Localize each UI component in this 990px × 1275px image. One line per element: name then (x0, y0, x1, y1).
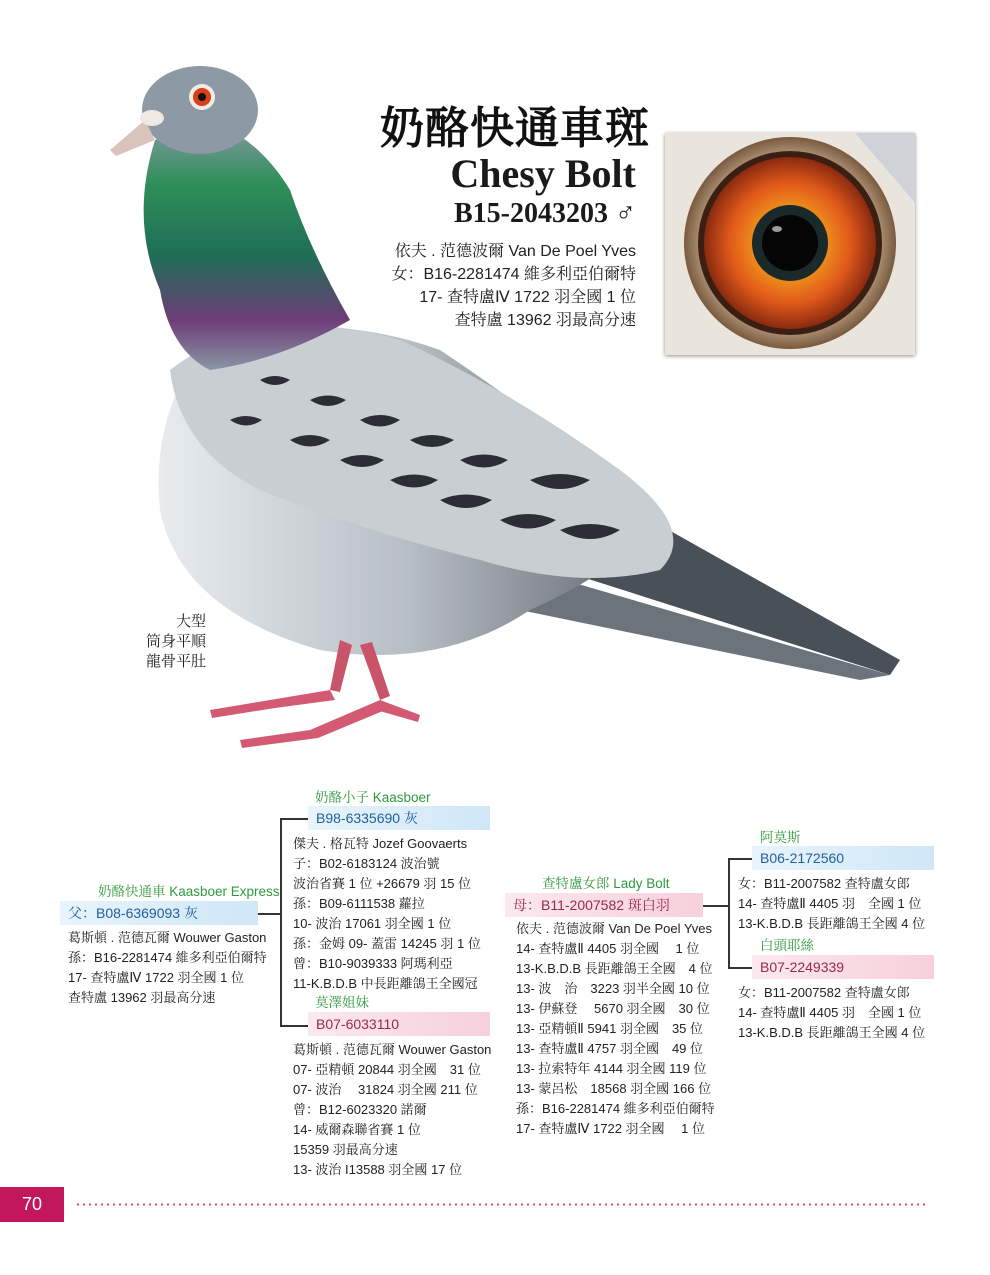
pedigree-connector (728, 858, 753, 860)
detail-line: 07- 波治 31824 羽全國 211 位 (293, 1082, 478, 1097)
detail-line: 葛斯頓 . 范德瓦爾 Wouwer Gaston (68, 930, 267, 945)
detail-line: 13- 伊蘇登 5670 羽全國 30 位 (516, 1001, 710, 1016)
detail-line: 孫：B16-2281474 維多利亞伯爾特 (68, 950, 267, 965)
detail-line: 13- 查特盧Ⅱ 4757 羽全國 49 位 (516, 1041, 704, 1056)
sire-name: 奶酪小子 Kaasboer (315, 790, 431, 805)
dam-sire-name: 阿莫斯 (760, 830, 801, 845)
detail-line: 傑夫 . 格瓦特 Jozef Goovaerts (293, 836, 468, 851)
dam-details (516, 919, 715, 1139)
dotted-rule (75, 1203, 925, 1206)
detail-line: 孫：金姆 09- 蓋雷 14245 羽 1 位 (293, 936, 481, 951)
dam-dam-details (738, 983, 925, 1043)
detail-line: 14- 查特盧Ⅱ 4405 羽 全國 1 位 (738, 1005, 922, 1020)
page-title-chinese: 奶酪快通車斑 (380, 104, 650, 153)
pedigree-connector (728, 858, 730, 968)
info-line: 依夫 . 范德波爾 Van De Poel Yves (394, 243, 636, 260)
detail-line: 17- 查特盧Ⅳ 1722 羽全國 1 位 (516, 1121, 705, 1136)
page-number: 70 (0, 1187, 64, 1222)
detail-line: 女：B11-2007582 查特盧女郎 (738, 985, 910, 1000)
detail-line: 15359 羽最高分速 (293, 1142, 398, 1157)
dam-sire-ring: B06-2172560 (752, 846, 934, 870)
detail-line: 13- 蒙呂松 18568 羽全國 166 位 (516, 1081, 712, 1096)
dam-ring: 母：B11-2007582 斑白羽 (505, 893, 703, 917)
pedigree-connector (280, 1025, 310, 1027)
detail-line: 17- 查特盧Ⅳ 1722 羽全國 1 位 (68, 970, 244, 985)
trait: 龍骨平肚 (145, 653, 206, 670)
page-title-english: Chesy Bolt (450, 151, 636, 196)
info-line: 查特盧 13962 羽最高分速 (454, 312, 636, 329)
detail-line: 13-K.B.D.B 長距離鴿王全國 4 位 (738, 916, 926, 931)
sire-details (293, 834, 481, 994)
pedigree-connector (280, 818, 310, 820)
detail-line: 曾：B12-6023320 諾爾 (293, 1102, 427, 1117)
dam-name: 查特盧女郎 Lady Bolt (542, 876, 670, 891)
detail-line: 10- 波治 17061 羽全國 1 位 (293, 916, 452, 931)
self-details (68, 928, 267, 1008)
detail-line: 07- 亞精頓 20844 羽全國 31 位 (293, 1062, 481, 1077)
trait: 大型 (175, 613, 206, 630)
pedigree-connector (728, 967, 753, 969)
self-ring: 父：B08-6369093 灰 (60, 901, 258, 925)
pedigree-connector (703, 905, 728, 907)
dam-dam-ring: B07-2249339 (752, 955, 934, 979)
detail-line: 女：B11-2007582 查特盧女郎 (738, 876, 910, 891)
dam-dam-name: 白頭耶絲 (760, 938, 814, 953)
info-line: 女：B16-2281474 維多利亞伯爾特 (391, 266, 636, 283)
trait: 筒身平順 (145, 633, 206, 650)
sire-dam-details (293, 1040, 491, 1180)
pedigree-connector (258, 913, 280, 915)
detail-line: 曾：B10-9039333 阿瑪利亞 (293, 956, 453, 971)
info-line: 17- 查特盧Ⅳ 1722 羽全國 1 位 (419, 289, 636, 306)
detail-line: 13-K.B.D.B 長距離鴿王全國 4 位 (516, 961, 713, 976)
detail-line: 13- 波 治 3223 羽半全國 10 位 (516, 981, 710, 996)
detail-line: 13-K.B.D.B 長距離鴿王全國 4 位 (738, 1025, 926, 1040)
detail-line: 孫：B16-2281474 維多利亞伯爾特 (516, 1101, 715, 1116)
detail-line: 11-K.B.D.B 中長距離鴿王全國冠 (293, 976, 478, 991)
detail-line: 查特盧 13962 羽最高分速 (68, 990, 216, 1005)
sire-dam-ring: B07-6033110 (308, 1012, 490, 1036)
sire-dam-name: 莫澤姐妹 (315, 995, 369, 1010)
detail-line: 13- 亞精頓Ⅱ 5941 羽全國 35 位 (516, 1021, 704, 1036)
detail-line: 14- 查特盧Ⅱ 4405 羽全國 1 位 (516, 941, 700, 956)
detail-line: 葛斯頓 . 范德瓦爾 Wouwer Gaston (293, 1042, 492, 1057)
detail-line: 13- 波治 I13588 羽全國 17 位 (293, 1162, 463, 1177)
detail-line: 14- 查特盧Ⅱ 4405 羽 全國 1 位 (738, 896, 922, 911)
traits-list (100, 612, 206, 672)
detail-line: 孫：B09-6111538 蘿拉 (293, 896, 425, 911)
ring-number: B15-2043203 ♂ (454, 198, 636, 229)
pedigree-connector (280, 818, 282, 1025)
detail-line: 子：B02-6183124 波治號 (293, 856, 440, 871)
detail-line: 波治省賽 1 位 +26679 羽 15 位 (293, 876, 472, 891)
dam-sire-details (738, 874, 925, 934)
sire-ring: B98-6335690 灰 (308, 806, 490, 830)
detail-line: 依夫 . 范德波爾 Van De Poel Yves (516, 921, 713, 936)
self-name: 奶酪快通車 Kaasboer Express (98, 884, 280, 899)
detail-line: 14- 威爾森聯省賽 1 位 (293, 1122, 421, 1137)
detail-line: 13- 拉索特年 4144 羽全國 119 位 (516, 1061, 707, 1076)
